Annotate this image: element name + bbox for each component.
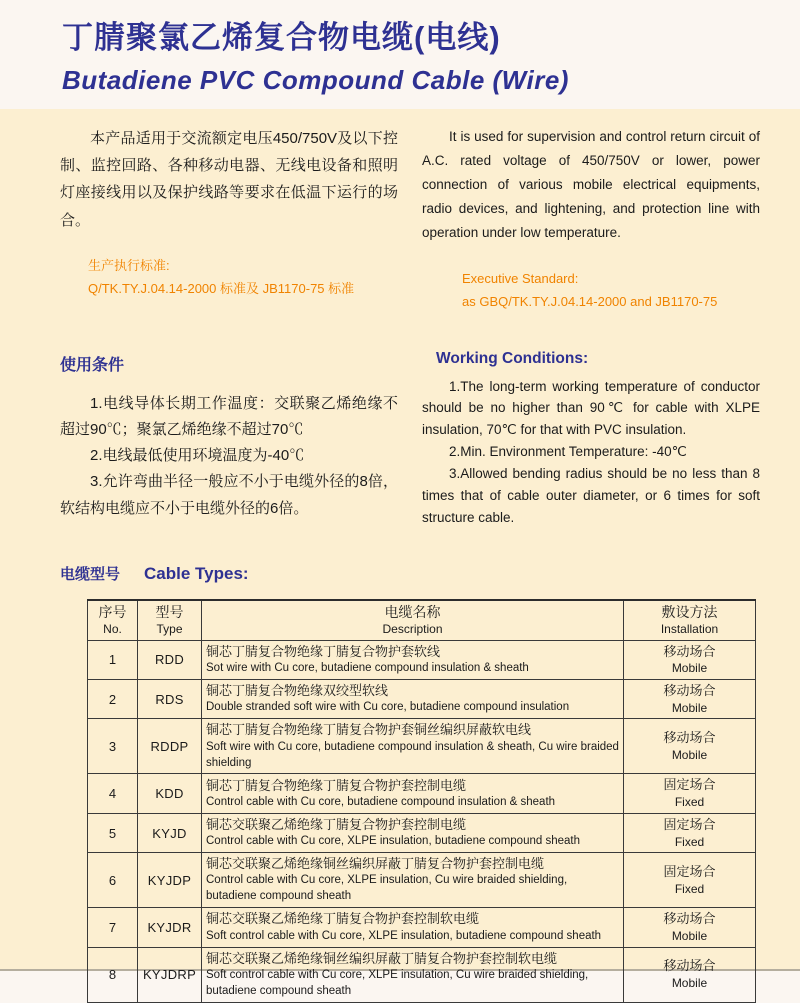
cell-desc-en: Soft wire with Cu core, butadiene compound insulation & sheath, Cu wire braided shielding [206, 740, 619, 769]
cell-install-zh: 移动场合 [663, 643, 716, 659]
cell-no: 2 [88, 680, 138, 719]
cell-install [624, 947, 756, 1002]
cell-install-zh: 固定场合 [663, 863, 716, 879]
table-header-row [88, 600, 756, 641]
table-row [88, 640, 756, 679]
cell-desc-en: Soft control cable with Cu core, XLPE insulation, butadiene compound sheath [206, 929, 602, 942]
cell-install [624, 853, 756, 908]
cell-desc-en: Control cable with Cu core, XLPE insulation, butadiene compound sheath [206, 835, 580, 848]
cell-desc-en: Control cable with Cu core, XLPE insulation, Cu wire braided shielding, butadiene compound sheath [206, 874, 568, 903]
standards-label-zh: 生产执行标准: [88, 257, 170, 273]
cell-install [624, 908, 756, 947]
intro-column-en [422, 125, 760, 314]
table-row [88, 947, 756, 1002]
page-title-zh: 丁腈聚氯乙烯复合物电缆(电线) [62, 20, 501, 55]
cell-desc-zh: 铜芯丁腈复合物绝缘丁腈复合物护套控制电缆 [206, 777, 467, 793]
cell-desc-zh: 铜芯交联聚乙烯绝缘丁腈复合物护套控制软电缆 [206, 911, 480, 927]
condition-item-zh: 3.允许弯曲半径一般应不小于电缆外径的8倍，软结构电缆应不小于电缆外径的6倍。 [60, 473, 398, 517]
cable-types-heading-zh: 电缆型号 [60, 565, 121, 583]
table-row [88, 853, 756, 908]
cell-install-en: Mobile [671, 929, 708, 943]
conditions-heading-en: Working Conditions: [436, 349, 589, 367]
conditions-column-en [422, 314, 760, 529]
table-row [88, 908, 756, 947]
cell-type: KYJD [138, 813, 202, 852]
cell-install [624, 719, 756, 774]
cell-no: 6 [88, 853, 138, 908]
header-install-zh: 敷设方法 [661, 603, 718, 620]
cell-desc-en: Sot wire with Cu core, butadiene compound insulation & sheath [206, 661, 529, 674]
cell-desc-en: Soft control cable with Cu core, XLPE insulation, Cu wire braided shielding, butadiene compound sheath [206, 968, 589, 997]
condition-item-zh: 2.电线最低使用环境温度为-40℃ [90, 447, 305, 464]
cell-desc-zh: 铜芯交联聚乙烯绝缘铜丝编织屏蔽丁腈复合物护套控制软电缆 [206, 950, 558, 966]
cell-no: 1 [88, 640, 138, 679]
header-desc-en: Description [382, 622, 443, 637]
standards-value-en: as GBQ/TK.TY.J.04.14-2000 and JB1170-75 [462, 294, 718, 310]
cell-desc [202, 774, 624, 813]
cell-no: 3 [88, 719, 138, 774]
header-type-en: Type [156, 622, 183, 637]
condition-item-en: 2.Min. Environment Temperature: -40℃ [449, 444, 687, 460]
conditions-list-en [422, 376, 760, 529]
cell-desc [202, 853, 624, 908]
cell-install-en: Fixed [674, 881, 705, 896]
cell-install-zh: 移动场合 [663, 683, 716, 699]
cell-install-zh: 固定场合 [663, 816, 716, 832]
header-cell-type [138, 600, 202, 641]
cell-desc [202, 813, 624, 852]
cell-desc-zh: 铜芯丁腈复合物绝缘丁腈复合物护套铜丝编织屏蔽软电线 [206, 722, 532, 738]
cell-install [624, 640, 756, 679]
content-panel [0, 109, 800, 997]
cable-types-heading-en: Cable Types: [144, 563, 249, 583]
standards-block-en [462, 267, 760, 314]
cell-type: RDD [138, 640, 202, 679]
cell-install-en: Mobile [671, 976, 708, 991]
standards-label-en: Executive Standard: [462, 270, 579, 286]
cell-type: KYJDP [138, 853, 202, 908]
cell-install [624, 813, 756, 852]
cell-desc-en: Double stranded soft wire with Cu core, butadiene compound insulation [206, 701, 570, 714]
header-no-zh: 序号 [98, 603, 127, 620]
table-row [88, 774, 756, 813]
condition-item-en: 1.The long-term working temperature of conductor should be no higher than 90℃ for cable with XLPE insulation, 70℃ for that with PVC insulation. [422, 378, 760, 438]
cell-type: RDS [138, 680, 202, 719]
header-cell-no [88, 600, 138, 641]
cell-install-en: Fixed [674, 834, 705, 849]
cell-install-en: Mobile [671, 748, 708, 763]
cell-type: KYJDR [138, 908, 202, 947]
cell-install [624, 774, 756, 813]
cell-type: RDDP [138, 719, 202, 774]
cell-desc-zh: 铜芯丁腈复合物绝缘双绞型软线 [206, 683, 389, 699]
cell-desc [202, 680, 624, 719]
cell-install-zh: 移动场合 [663, 958, 716, 974]
cell-install-en: Mobile [671, 661, 708, 676]
conditions-column-zh [60, 314, 398, 529]
conditions-list-zh [60, 391, 398, 522]
cell-no: 8 [88, 947, 138, 1002]
header-install-en: Installation [660, 622, 719, 637]
cell-no: 4 [88, 774, 138, 813]
cell-desc-zh: 铜芯交联聚乙烯绝缘铜丝编织屏蔽丁腈复合物护套控制电缆 [206, 856, 545, 872]
cell-desc [202, 947, 624, 1002]
cell-desc-en: Control cable with Cu core, butadiene compound insulation & sheath [206, 795, 556, 808]
intro-paragraph-en: It is used for supervision and control return circuit of A.C. rated voltage of 450/750V or lower, power connection of various mobile electrical equipments, radio devices, and lightening, and protection line with operation under low temperature. [422, 128, 760, 240]
header-cell-install [624, 600, 756, 641]
cell-type: KYJDRP [138, 947, 202, 1002]
cell-install-en: Mobile [671, 700, 708, 715]
intro-paragraph-zh: 本产品适用于交流额定电压450/750V及以下控制、监控回路、各种移动电器、无线电设备和照明灯座接线用以及保护线路等要求在低温下运行的场合。 [60, 129, 398, 229]
cell-desc-zh: 铜芯交联聚乙烯绝缘丁腈复合物护套控制电缆 [206, 817, 467, 832]
cell-type: KDD [138, 774, 202, 813]
cell-install-en: Fixed [674, 795, 705, 810]
cable-types-table [87, 599, 756, 1003]
intro-column-zh [60, 125, 398, 314]
cable-types-heading [60, 563, 800, 584]
page-header [0, 0, 800, 96]
table-row [88, 719, 756, 774]
cell-install-zh: 移动场合 [663, 730, 716, 746]
standards-value-zh: Q/TK.TY.J.04.14-2000 标准及 JB1170-75 标准 [88, 281, 355, 297]
cell-no: 7 [88, 908, 138, 947]
cell-install-zh: 移动场合 [663, 911, 716, 927]
cell-no: 5 [88, 813, 138, 852]
page-title-en: Butadiene PVC Compound Cable (Wire) [62, 64, 569, 95]
cell-desc [202, 719, 624, 774]
cell-install [624, 680, 756, 719]
header-cell-desc [202, 600, 624, 641]
condition-item-zh: 1.电线导体长期工作温度：交联聚乙烯绝缘不超过90℃；聚氯乙烯绝缘不超过70℃ [60, 394, 398, 438]
header-desc-zh: 电缆名称 [384, 603, 441, 620]
conditions-section [0, 314, 800, 529]
cell-desc-zh: 铜芯丁腈复合物绝缘丁腈复合物护套软线 [206, 643, 441, 659]
table-row [88, 680, 756, 719]
cell-desc [202, 640, 624, 679]
header-no-en: No. [103, 622, 122, 637]
intro-section [0, 125, 800, 314]
table-row [88, 813, 756, 852]
conditions-heading-zh: 使用条件 [60, 356, 125, 374]
cell-desc [202, 908, 624, 947]
header-type-zh: 型号 [155, 603, 184, 620]
condition-item-en: 3.Allowed bending radius should be no less than 8 times that of cable outer diameter, or 6 times for soft structure cable. [422, 465, 760, 525]
standards-block-zh [88, 254, 398, 301]
cell-install-zh: 固定场合 [663, 777, 716, 793]
